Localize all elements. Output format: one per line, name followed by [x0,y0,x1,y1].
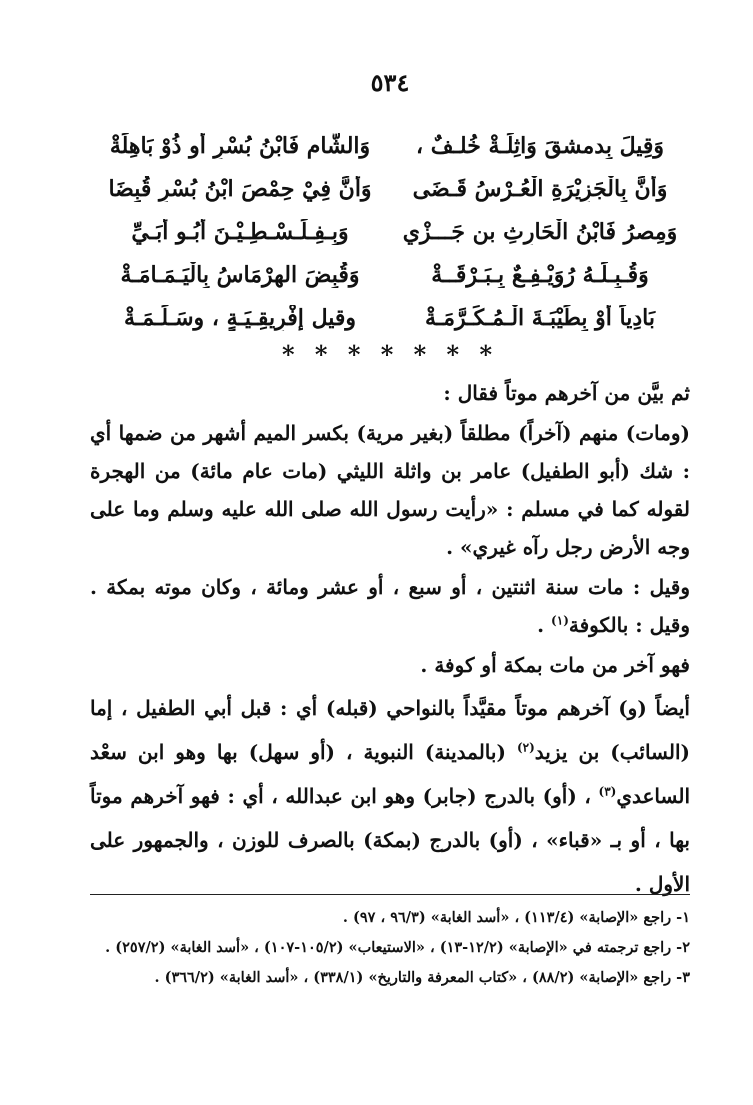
verse-right-hemistich: وَقُـبِـلَـهُ رُوَيْـفِـعٌ بِـبَـرْقَــةْ [431,261,649,288]
paragraph-text: (بالمدينة) النبوية ، (أو سهل) بها وهو ابن سعْد الساعدي [90,740,690,808]
paragraph: فهو آخر من مات بمكة أو كوفة . [420,653,690,677]
verse-row [90,124,690,167]
paragraph-text: أيضاً (و) آخرهم موتاً مقيَّداً بالنواحي (قبله) أي : قبل أبي الطفيل ، إما (السائب) بن يزيد [90,696,690,764]
paragraph [90,686,690,906]
verse-block [90,124,690,339]
paragraph-text: ، (أو) بالدرج (جابر) وهو ابن عبدالله ، أي : فهو آخرهم موتاً بها ، أو بـ «قباء» ، (أو) بالدرج (بمكة) بالصرف للوزن ، والجمهور على الأول . [90,784,690,896]
verse-left-hemistich: وَأَنَّ فِيْ حِمْصَ ابْنُ بُسْرٍ قُبِضَا [108,175,372,202]
verse-row [90,210,690,253]
footnote-marker[interactable]: (٣) [598,784,617,799]
page-number: ٥٣٤ [370,68,410,97]
section-separator: * * * * * * * [282,340,498,369]
verse-row [90,253,690,296]
verse-right-hemistich: بَادِياً أَوْ بِطَيْبَـةَ الْـمُـكَـرَّمَـةْ [424,304,656,331]
verse-left-hemistich: وقيل إِفْرِيقِـيَـةٍ ، وسَـلَـمَـةْ [123,304,357,331]
footnote: ٢- راجع ترجمته في «الإصابة» (١٢/٢-١٣) ، «الاستيعاب» (١٠٥/٢-١٠٧) ، «أسد الغابة» (٢٥٧/٢) . [105,939,690,956]
paragraph [90,568,690,644]
footnotes [90,906,690,996]
verse-right-hemistich: وَأَنَّ بِالْجَزِيْرَةِ الْعُـرْسُ قَـضَى [412,175,668,202]
footnote-marker[interactable]: (١) [551,613,569,628]
verse-left-hemistich: وَالشَّامِ فَابْنُ بُسْرٍ أَو ذُوْ بَاهِلَةْ [109,132,371,159]
footnote-marker[interactable]: (٢) [516,740,535,755]
paragraph: ثم بيَّن من آخرهم موتاً فقال : [443,381,690,405]
book-page [90,0,690,1105]
footnote-divider [90,894,690,895]
body-text [90,374,690,906]
verse-right-hemistich: وَمِصرُ فَابْنُ الْحَارِثِ بنِ جَـــزْيِ [402,218,678,245]
paragraph-text: وقيل : مات سنة اثنتين ، أو سبع ، أو عشر ومائة ، وكان موته بمكة . وقيل : بالكوفة [90,575,690,637]
verse-left-hemistich: وَبِـفِـلَـسْـطِـيْـنَ أَبُـو أُبَـيِّ [131,218,349,245]
verse-row [90,296,690,339]
footnote: ٣- راجع «الإصابة» (٨٨/٢) ، «كتاب المعرفة والتاريخ» (٣٣٨/١) ، «أسد الغابة» (٣٦٦/٢) . [154,969,690,986]
verse-row [90,167,690,210]
verse-right-hemistich: وَقِيلَ بِدمشقَ وَاثِلَـةْ خُلـفٌ ، [415,132,665,159]
paragraph: (ومات) منهم (آخراً) مطلقاً (بغير مرية) بكسر الميم أشهر من ضمها أي : شك (أبو الطفيل) عامر بن واثلة الليثي (مات عام مائة) من الهجرة لقوله كما في مسلم : «رأيت رسول الله صلى الله عليه وسلم وما على وجه الأرض رجل رآه غيري» . [90,421,690,559]
paragraph-text: . [537,613,552,637]
verse-left-hemistich: وَقُبِضَ الهِرْمَاسُ بِالْيَـمَـامَـةْ [120,261,360,288]
footnote: ١- راجع «الإصابة» (١١٣/٤) ، «أسد الغابة» (٩٦/٣ ، ٩٧) . [342,909,690,926]
